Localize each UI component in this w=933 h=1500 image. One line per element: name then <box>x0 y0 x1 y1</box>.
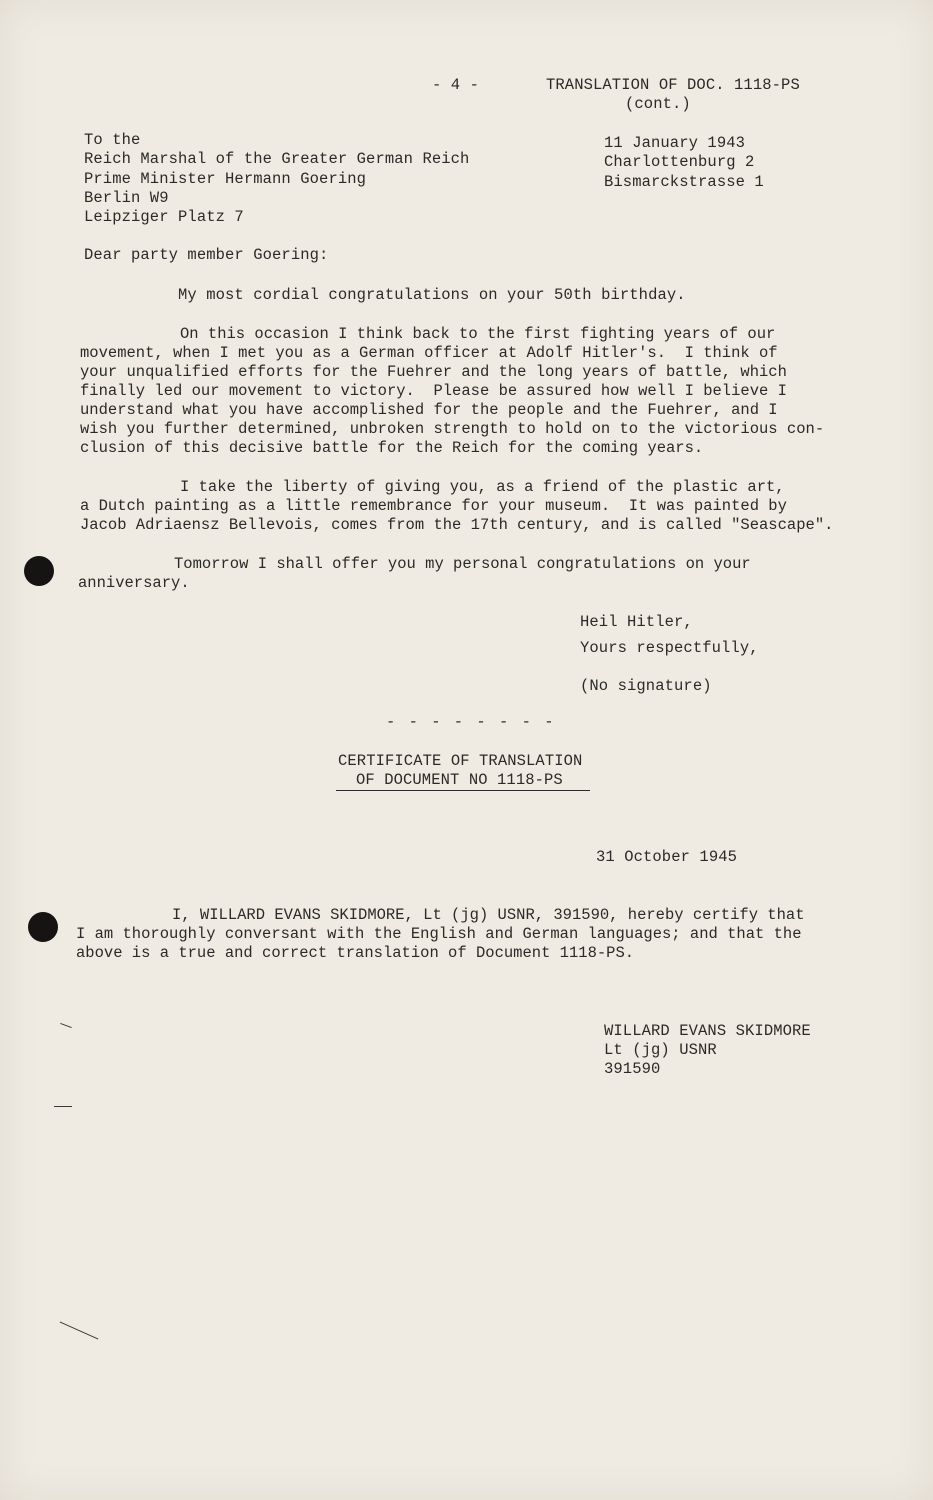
document-title-cont: (cont.) <box>625 95 691 113</box>
recipient-line: Prime Minister Hermann Goering <box>84 170 367 188</box>
recipient-line: Berlin W9 <box>84 189 169 207</box>
paragraph-line: wish you further determined, unbroken strength to hold on to the victorious con- <box>80 420 825 438</box>
paragraph-line: movement, when I met you as a German officer at Adolf Hitler's. I think of <box>80 344 778 362</box>
recipient-line: Reich Marshal of the Greater German Reich <box>84 150 470 168</box>
body-paragraph-2 <box>80 325 824 458</box>
page-number: - 4 - <box>432 76 480 94</box>
paragraph-line: a Dutch painting as a little remembrance for your museum. It was painted by <box>80 497 787 515</box>
paragraph-line: anniversary. <box>78 574 190 592</box>
statement-line: above is a true and correct translation of Document 1118-PS. <box>76 944 635 962</box>
recipient-line: To the <box>84 131 141 149</box>
punch-hole-top <box>24 556 54 586</box>
body-paragraph-1: My most cordial congratulations on your 50th birthday. <box>178 286 686 304</box>
statement-line: I, WILLARD EVANS SKIDMORE, Lt (jg) USNR, 391590, hereby certify that <box>172 906 805 924</box>
margin-mark <box>60 1322 99 1340</box>
paragraph-line: Tomorrow I shall offer you my personal congratulations on your <box>174 555 751 573</box>
certificate-date: 31 October 1945 <box>596 848 738 866</box>
certificate-title: CERTIFICATE OF TRANSLATION <box>338 752 583 770</box>
letter-street: Bismarckstrasse 1 <box>604 173 764 191</box>
statement-line: I am thoroughly conversant with the English and German languages; and that the <box>76 925 802 943</box>
recipient-line: Leipziger Platz 7 <box>84 208 244 226</box>
certificate-subtitle: OF DOCUMENT NO 1118-PS <box>356 771 563 789</box>
paragraph-line: I take the liberty of giving you, as a friend of the plastic art, <box>180 478 785 496</box>
paragraph-line: On this occasion I think back to the first fighting years of our <box>180 325 776 343</box>
closing-greeting: Heil Hitler, <box>580 613 693 631</box>
translator-rank: Lt (jg) USNR <box>604 1041 717 1059</box>
no-signature-note: (No signature) <box>580 677 712 695</box>
certificate-underline <box>336 790 590 791</box>
salutation: Dear party member Goering: <box>84 246 329 264</box>
margin-mark <box>54 1106 72 1107</box>
body-paragraph-4 <box>78 555 751 593</box>
document-title: TRANSLATION OF DOC. 1118-PS <box>546 76 800 94</box>
paragraph-line: understand what you have accomplished for the people and the Fuehrer, and I <box>80 401 778 419</box>
section-separator: - - - - - - - - <box>386 713 556 731</box>
paragraph-line: Jacob Adriaensz Bellevois, comes from the 17th century, and is called "Seascape". <box>80 516 834 534</box>
paragraph-line: your unqualified efforts for the Fuehrer and the long years of battle, which <box>80 363 787 381</box>
paragraph-line: clusion of this decisive battle for the Reich for the coming years. <box>80 439 704 457</box>
letter-place: Charlottenburg 2 <box>604 153 755 171</box>
letter-date: 11 January 1943 <box>604 134 746 152</box>
body-paragraph-3 <box>80 478 833 535</box>
translator-number: 391590 <box>604 1060 661 1078</box>
closing-sign-off: Yours respectfully, <box>580 639 759 657</box>
translator-name: WILLARD EVANS SKIDMORE <box>604 1022 811 1040</box>
margin-mark <box>60 1023 72 1028</box>
punch-hole-bottom <box>28 912 58 942</box>
certificate-statement <box>76 906 805 963</box>
paragraph-line: finally led our movement to victory. Please be assured how well I believe I <box>80 382 787 400</box>
